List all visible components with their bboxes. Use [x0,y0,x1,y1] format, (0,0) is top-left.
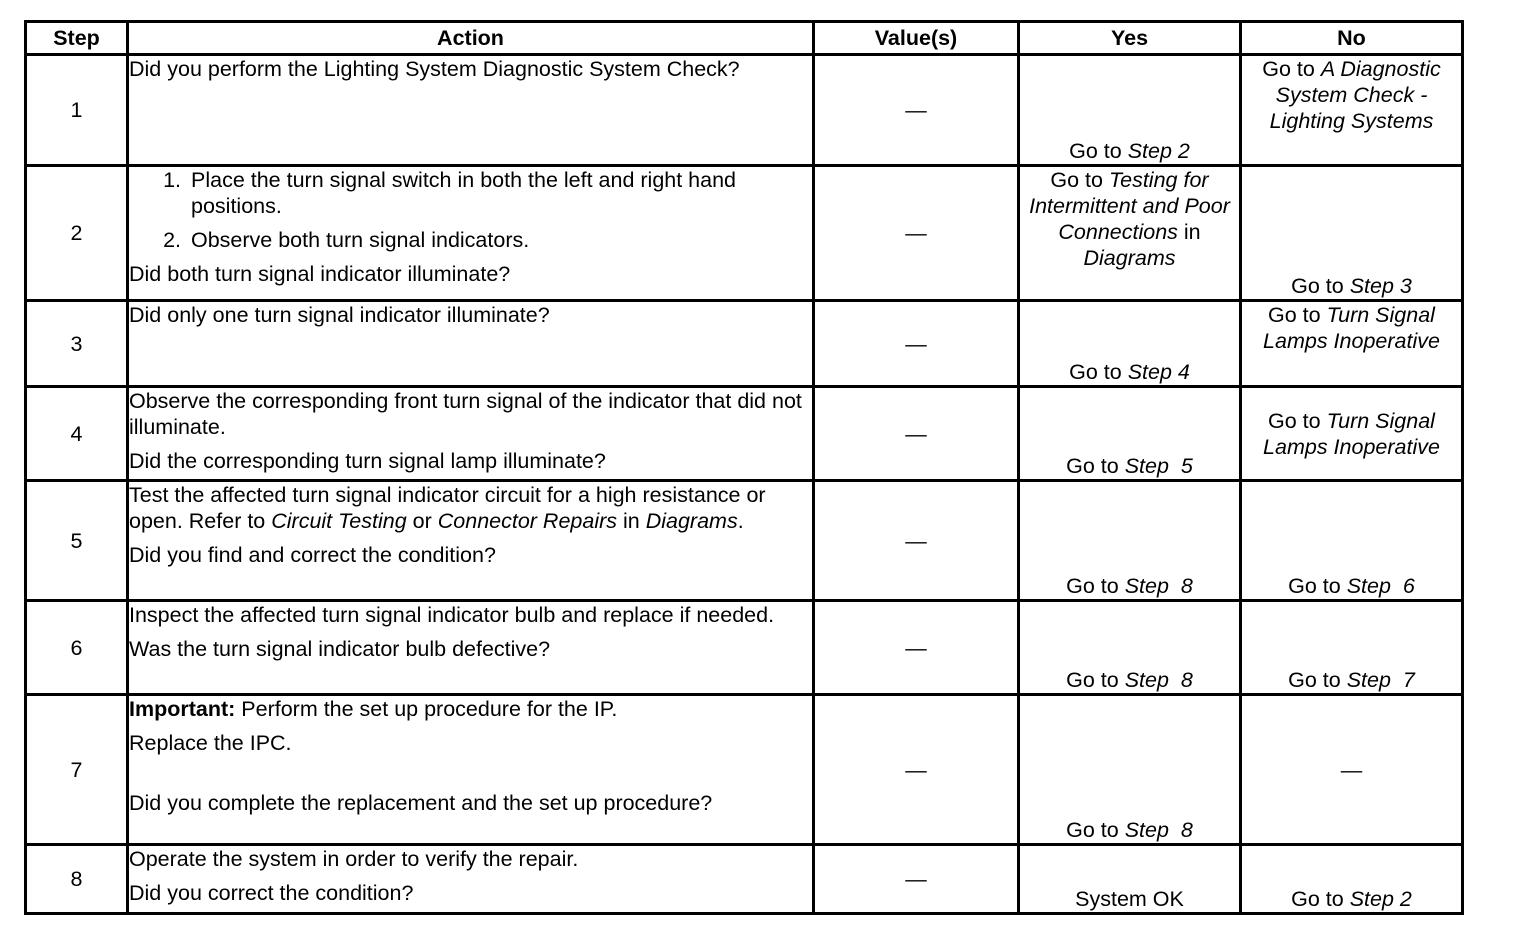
yes-link[interactable]: Go to Step 4 [1069,360,1190,384]
link-connector-repairs[interactable]: Connector Repairs [437,509,618,533]
action-question: Did the corresponding turn signal lamp illuminate? [129,449,606,473]
yes-cell [1019,55,1241,166]
table-row [26,301,1463,387]
action-question: Did only one turn signal indicator illuminate? [129,303,550,327]
yes-link[interactable]: Go to Step 8 [1066,574,1193,598]
no-link[interactable]: Go to Turn Signal Lamps Inoperative [1263,303,1440,353]
action-text: Inspect the affected turn signal indicator bulb and replace if needed. [129,603,775,627]
step-number: 3 [26,301,128,387]
step-number: 5 [26,481,128,601]
yes-cell [1019,166,1241,301]
value-cell: — [814,55,1019,166]
table-row [26,481,1463,601]
no-cell [1241,845,1463,914]
yes-link[interactable]: Go to Step 5 [1066,454,1193,478]
yes-cell [1019,481,1241,601]
action-question: Did you correct the condition? [129,881,414,905]
table-row [26,387,1463,481]
action-cell [128,481,814,601]
step-number: 8 [26,845,128,914]
action-cell [128,387,814,481]
no-cell: — [1241,695,1463,845]
yes-cell [1019,301,1241,387]
value-cell: — [814,166,1019,301]
table-row [26,695,1463,845]
table-row [26,601,1463,695]
no-link[interactable]: Go to Turn Signal Lamps Inoperative [1263,408,1440,459]
action-step-item: 2. Observe both turn signal indicators. [187,227,812,253]
yes-cell [1019,601,1241,695]
action-text: Operate the system in order to verify the repair. [129,847,579,871]
header-row [26,22,1463,55]
yes-link[interactable]: Go to Step 8 [1066,818,1193,842]
table-row [26,166,1463,301]
value-cell: — [814,695,1019,845]
no-cell [1241,387,1463,481]
no-link[interactable]: Go to Step 7 [1288,668,1415,692]
yes-cell [1019,845,1241,914]
yes-link[interactable]: Go to Step 8 [1066,668,1193,692]
yes-cell [1019,387,1241,481]
action-question: Was the turn signal indicator bulb defective? [129,637,551,661]
header-yes: Yes [1019,22,1241,55]
action-text: Did you perform the Lighting System Diagnostic System Check? [129,57,740,81]
system-ok-text: System OK [1075,887,1184,911]
no-cell [1241,301,1463,387]
header-no: No [1241,22,1463,55]
value-cell: — [814,845,1019,914]
yes-link[interactable]: Go to Testing for Intermittent and Poor Connections in Diagrams [1029,168,1230,270]
action-cell [128,845,814,914]
yes-cell [1019,695,1241,845]
no-cell [1241,481,1463,601]
link-circuit-testing[interactable]: Circuit Testing [271,509,407,533]
link-diagrams[interactable]: Diagrams [645,509,738,533]
table-row [26,55,1463,166]
action-question: Did you find and correct the condition? [129,543,496,567]
yes-link[interactable]: Go to Step 2 [1069,139,1190,163]
header-step: Step [26,22,128,55]
step-number: 7 [26,695,128,845]
action-cell [128,55,814,166]
value-cell: — [814,301,1019,387]
step-number: 4 [26,387,128,481]
action-cell [128,301,814,387]
action-step-item: 1. Place the turn signal switch in both the left and right hand positions. [187,167,812,219]
header-action: Action [128,22,814,55]
important-note: Important: Perform the set up procedure for the IP. [129,697,618,721]
header-values: Value(s) [814,22,1019,55]
no-cell [1241,55,1463,166]
step-number: 6 [26,601,128,695]
step-number: 1 [26,55,128,166]
action-text: Test the affected turn signal indicator circuit for a high resistance or open. Refer to Circuit Testing or Connector Repairs in Diagrams. [129,483,766,533]
action-question: Did you complete the replacement and the set up procedure? [129,791,713,815]
no-cell [1241,601,1463,695]
action-text: Observe the corresponding front turn signal of the indicator that did not illuminate. [129,389,802,439]
no-link[interactable]: Go to A Diagnostic System Check - Lighting Systems [1262,57,1441,133]
no-link[interactable]: Go to Step 3 [1291,274,1412,298]
action-question: Did both turn signal indicator illuminate? [129,262,511,286]
no-link[interactable]: Go to Step 2 [1291,887,1412,911]
table-row [26,845,1463,914]
diagnostic-table [24,20,1464,915]
value-cell: — [814,387,1019,481]
action-text: Replace the IPC. [129,731,292,755]
action-cell [128,601,814,695]
no-cell [1241,166,1463,301]
value-cell: — [814,481,1019,601]
action-cell [128,166,814,301]
action-cell [128,695,814,845]
value-cell: — [814,601,1019,695]
action-steps-list [129,167,812,253]
step-number: 2 [26,166,128,301]
no-link[interactable]: Go to Step 6 [1288,574,1415,598]
